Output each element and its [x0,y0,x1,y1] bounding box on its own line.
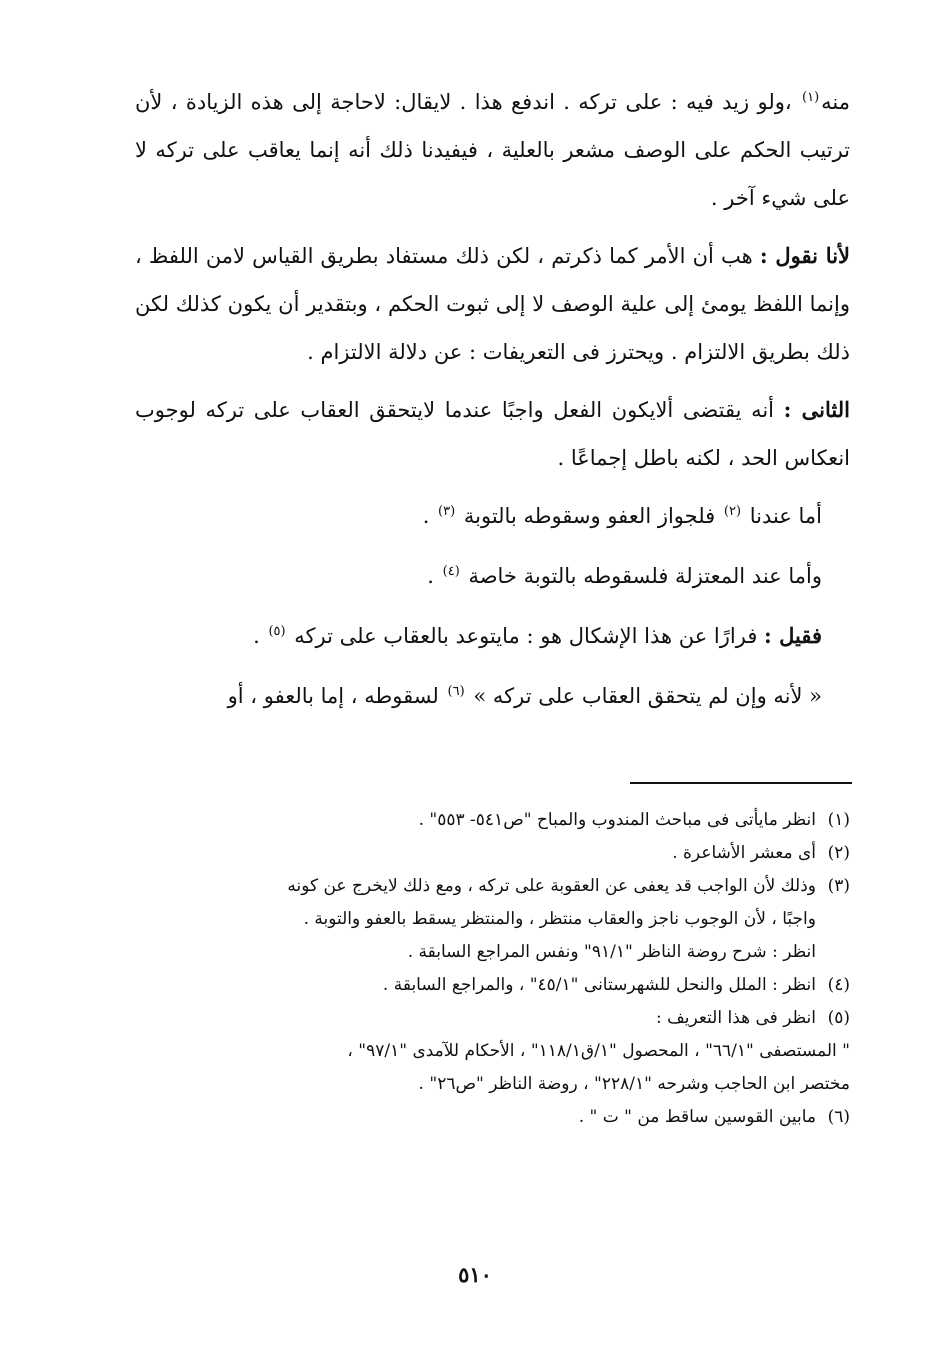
footnote-ref-5[interactable]: (٥) [268,624,286,639]
footnote-5 [135,1002,850,1035]
footnote-3-text: وذلك لأن الواجب قد يعفى عن العقوبة على تركه ، ومع ذلك لايخرج عن كونه [287,876,816,896]
footnote-ref-6[interactable]: (٦) [447,684,465,699]
footnotes [135,804,850,1134]
footnote-1-text: انظر مايأتى فى مباحث المندوب والمباح "ص٥٤١- ٥٥٣" . [418,810,816,830]
paragraph-4-text-c: . [422,504,437,528]
paragraph-7 [135,672,850,720]
main-text [135,78,850,732]
footnote-5-text: انظر فى هذا التعريف : [656,1008,816,1028]
paragraph-6-lead: فقيل : [764,623,822,648]
paragraph-3 [135,386,850,482]
footnote-3-continuation-2: انظر : شرح روضة الناظر "٩١/١" ونفس المراجع السابقة . [407,942,816,962]
footnote-3-continuation-1: واجبًا ، لأن الوجوب ناجز والعقاب منتظر ، والمنتظر يسقط بالعفو والتوبة . [303,909,816,929]
footnote-5-number: (٥) [827,1008,850,1028]
paragraph-2 [135,232,850,376]
footnote-4-text: انظر : الملل والنحل للشهرستانى "٤٥/١" ، والمراجع السابقة . [382,975,816,995]
footnote-6-number: (٦) [827,1107,850,1127]
footnote-2 [135,837,850,870]
paragraph-2-text: هب أن الأمر كما ذكرتم ، لكن ذلك مستفاد بطريق القياس لامن اللفظ ، وإنما اللفظ يومئ إلى علية الوصف لا إلى ثبوت الحكم ، وبتقدير أن يكون كذلك لكن ذلك بطريق الالتزام . ويحترز فى التعريفات : عن دلالة الالتزام . [135,244,850,364]
paragraph-3-lead: الثانى : [783,397,850,422]
footnote-1-number: (١) [827,810,850,830]
footnote-1 [135,804,850,837]
paragraph-4-text-a: أما عندنا [743,504,822,528]
footnote-separator [630,782,852,784]
footnote-6 [135,1101,850,1134]
footnote-2-text: أى معشر الأشاعرة . [672,843,816,863]
footnote-5-continuation-1: " المستصفى "٦٦/١" ، المحصول "١/ق١١٨/١" ، الأحكام للآمدى "٩٧/١" ، [347,1041,850,1061]
paragraph-7-text-a: « لأنه وإن لم يتحقق العقاب على تركه » [466,684,822,708]
footnote-ref-4[interactable]: (٤) [442,564,460,579]
footnote-ref-2[interactable]: (٢) [723,504,742,519]
paragraph-6-text-a: فرارًا عن هذا الإشكال هو : مايتوعد بالعقاب على تركه [287,624,765,648]
paragraph-5-text-b: . [427,564,441,588]
paragraph-5 [135,552,850,600]
footnote-ref-3[interactable]: (٣) [438,504,456,519]
footnote-5-continuation-2: مختصر ابن الحاجب وشرحه "٢٢٨/١" ، روضة الناظر "ص٢٦" . [418,1074,850,1094]
footnote-3-number: (٣) [827,876,850,896]
footnote-6-text: مابين القوسين ساقط من " ت " . [578,1107,816,1127]
paragraph-3-text: أنه يقتضى ألايكون الفعل واجبًا عندما لايتحقق العقاب على تركه لوجوب انعكاس الحد ، لكنه باطل إجماعًا . [135,398,850,470]
footnote-4 [135,969,850,1002]
footnote-2-number: (٢) [827,843,850,863]
footnote-ref-1[interactable]: (١) [802,90,820,105]
paragraph-6 [135,612,850,660]
paragraph-2-lead: لأنا نقول : [759,243,851,268]
paragraph-7-text-b: لسقوطه ، إما بالعفو ، أو [227,684,446,708]
page-number: ٥١٠ [458,1262,492,1287]
footnote-3 [135,870,850,903]
paragraph-1 [135,78,850,222]
paragraph-1-start: منه [821,90,850,114]
paragraph-5-text-a: وأما عند المعتزلة فلسقوطه بالتوبة خاصة [461,564,822,588]
paragraph-1-text: ،ولو زيد فيه : على تركه . اندفع هذا . لايقال: لاحاجة إلى هذه الزيادة ، لأن ترتيب الحكم على الوصف مشعر بالعلية ، فيفيدنا ذلك أنه إنما يعاقب على تركه لا على شيء آخر . [135,90,850,210]
paragraph-4-text-b: فلجواز العفو وسقوطه بالتوبة [457,504,722,528]
paragraph-4 [135,492,850,540]
footnote-4-number: (٤) [827,975,850,995]
paragraph-6-text-b: . [253,624,267,648]
